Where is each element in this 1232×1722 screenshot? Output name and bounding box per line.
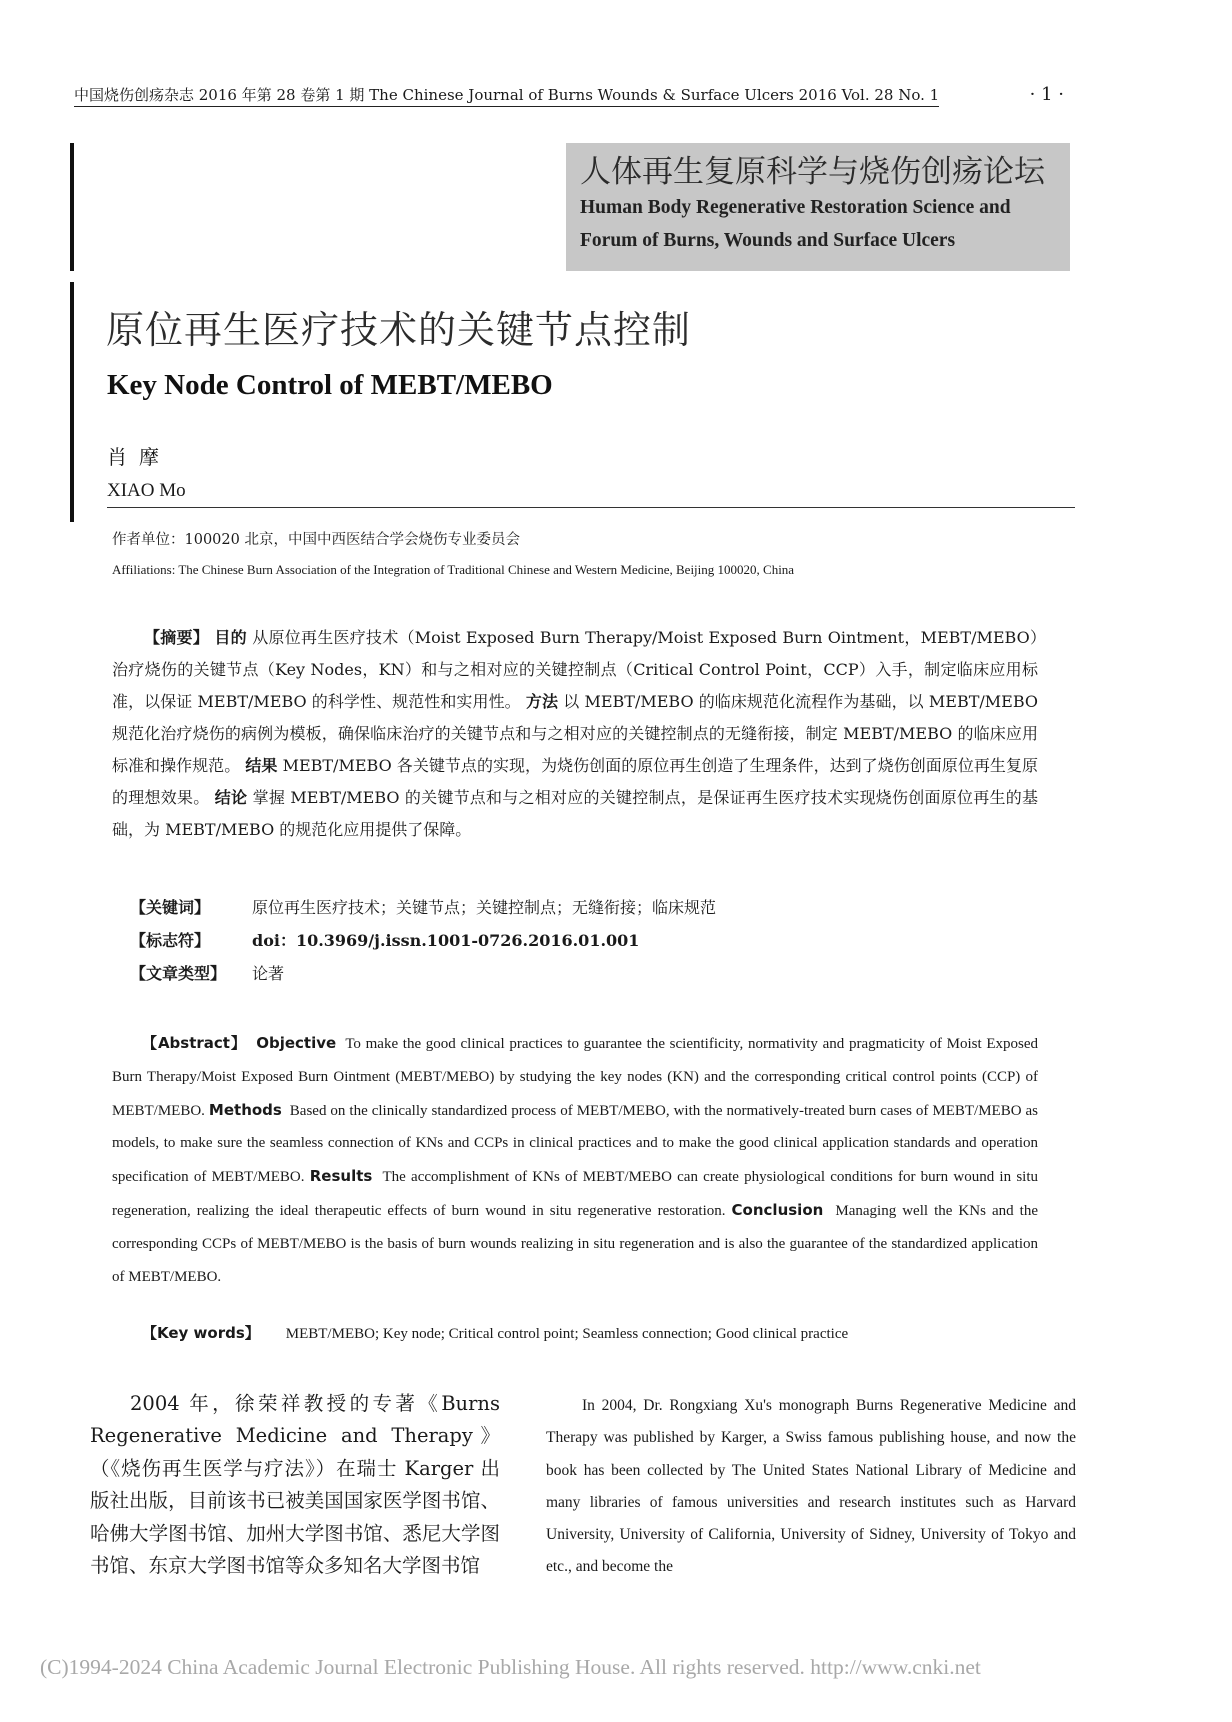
abstract-en-label: 【Abstract】: [142, 1034, 247, 1052]
journal-running-head: 中国烧伤创疡杂志 2016 年第 28 卷第 1 期 The Chinese Journal of Burns Wounds & Surface Ulcers 2016 Vol. 28 No. 1: [74, 84, 939, 107]
methods-en-label: Methods: [208, 1100, 282, 1119]
forum-title-en-line2: Forum of Burns, Wounds and Surface Ulcers: [580, 230, 956, 251]
article-type-line: [130, 959, 284, 989]
conclusion-en-label: Conclusion: [731, 1200, 824, 1219]
doi-line: [130, 926, 639, 956]
objective-en-text: To make the good clinical practices to guarantee the scientificity, normativity and pragmaticity of Moist Exposed Burn Therapy/Moist Exposed Burn Ointment (MEBT/MEBO) by studying the key nodes (KN) and the corresponding critical control points (CCP) of MEBT/MEBO.: [112, 1036, 1038, 1119]
conclusion-zh-text: 掌握 MEBT/MEBO 的关键节点和与之相对应的关键控制点，是保证再生医疗技术实现烧伤创面原位再生的基础，为 MEBT/MEBO 的规范化应用提供了保障。: [112, 788, 1038, 839]
forum-left-bar: [70, 143, 74, 271]
methods-zh-label: 方法: [525, 692, 559, 711]
forum-title-zh: 人体再生复原科学与烧伤创疡论坛: [580, 154, 1045, 190]
article-type-value: 论著: [252, 964, 285, 983]
results-en-label: Results: [309, 1167, 373, 1186]
author-name-en: XIAO Mo: [107, 480, 186, 501]
keywords-en-label: 【Key words】: [142, 1324, 260, 1342]
conclusion-en-text: Managing well the KNs and the corresponding CCPs of MEBT/MEBO is the basis of burn wounds realizing in situ regeneration and is also the guarantee of the standardized application of MEBT/MEBO.: [112, 1202, 1038, 1285]
forum-banner: [566, 143, 1070, 271]
results-zh-text: MEBT/MEBO 各关键节点的实现，为烧伤创面的原位再生创造了生理条件，达到了烧伤创面原位再生复原的理想效果。: [112, 756, 1038, 807]
body-column-en: In 2004, Dr. Rongxiang Xu's monograph Burns Regenerative Medicine and Therapy was published by Karger, a Swiss famous publishing house, and now the book has been collected by The United States National Library of Medicine and many libraries of famous universities and research institutes such as Harvard University, University of California, University of Sidney, University of Tokyo and etc., and become the: [546, 1397, 1076, 1576]
methods-en-text: Based on the clinically standardized process of MEBT/MEBO, with the normatively-treated burn cases of MEBT/MEBO as models, to make sure the seamless connection of KNs and CCPs in clinical practices and to make the good clinical application standards and operation specification of MEBT/MEBO.: [112, 1102, 1039, 1186]
results-zh-label: 结果: [245, 756, 278, 775]
objective-en-label: Objective: [256, 1034, 337, 1052]
header-divider: [107, 507, 1075, 508]
keywords-zh: 原位再生医疗技术；关键节点；关键控制点；无缝衔接；临床规范: [252, 898, 717, 917]
forum-title-en-line1: Human Body Regenerative Restoration Science and: [580, 197, 1011, 218]
keywords-zh-line: [130, 893, 716, 923]
body-column-zh: 2004 年，徐荣祥教授的专著《Burns Regenerative Medicine and Therapy》（《烧伤再生医学与疗法》）在瑞士 Karger 出版社出版，目前该书已被美国国家医学图书馆、哈佛大学图书馆、加州大学图书馆、悉尼大学图书馆、东京大学图书馆等众多知名大学图书馆: [90, 1392, 500, 1578]
article-type-label: 【文章类型】: [130, 964, 227, 983]
results-en-text: The accomplishment of KNs of MEBT/MEBO can create physiological conditions for burn wound in situ regeneration, realizing the ideal therapeutic effects of burn wound in situ regenerative restoration.: [112, 1169, 1038, 1219]
copyright-footer: (C)1994-2024 China Academic Journal Electronic Publishing House. All rights reserved. http://www.cnki.net: [40, 1655, 981, 1679]
doi-label: 【标志符】: [130, 931, 211, 950]
keywords-en-line: [112, 1318, 1068, 1349]
doi-value: doi：10.3969/j.issn.1001-0726.2016.01.001: [252, 931, 640, 950]
page-number: · 1 ·: [1029, 84, 1064, 105]
running-header: [74, 84, 1064, 114]
abstract-zh: [112, 622, 1038, 846]
author-name-zh: 肖摩: [107, 445, 171, 469]
abstract-zh-label: 【摘要】: [144, 628, 210, 647]
abstract-en: [112, 1027, 1038, 1293]
conclusion-zh-label: 结论: [214, 788, 248, 807]
objective-zh-text: 从原位再生医疗技术（Moist Exposed Burn Therapy/Moist Exposed Burn Ointment，MEBT/MEBO）治疗烧伤的关键节点（Key Nodes，KN）和与之相对应的关键控制点（Critical Control Point，CCP）入手，制定临床应用标准，以保证 MEBT/MEBO 的科学性、规范性和实用性。: [112, 628, 1038, 711]
title-left-bar: [70, 282, 74, 522]
affiliation-zh: 作者单位：100020 北京，中国中西医结合学会烧伤专业委员会: [112, 532, 520, 548]
abstract-zh-meta: [130, 893, 1030, 993]
article-title-zh: 原位再生医疗技术的关键节点控制: [106, 308, 692, 352]
article-title-en: Key Node Control of MEBT/MEBO: [107, 369, 553, 401]
keywords-zh-label: 【关键词】: [130, 898, 211, 917]
objective-zh-label: 目的: [214, 628, 247, 647]
methods-zh-text: 以 MEBT/MEBO 的临床规范化流程作为基础，以 MEBT/MEBO 规范化治疗烧伤的病例为模板，确保临床治疗的关键节点和与之相对应的关键控制点的无缝衔接，制定 MEBT/MEBO 的临床应用标准和操作规范。: [112, 692, 1038, 775]
affiliation-en: Affiliations: The Chinese Burn Association of the Integration of Traditional Chinese and Western Medicine, Beijing 100020, China: [112, 562, 795, 577]
keywords-en: MEBT/MEBO; Key node; Critical control point; Seamless connection; Good clinical practice: [285, 1326, 849, 1342]
